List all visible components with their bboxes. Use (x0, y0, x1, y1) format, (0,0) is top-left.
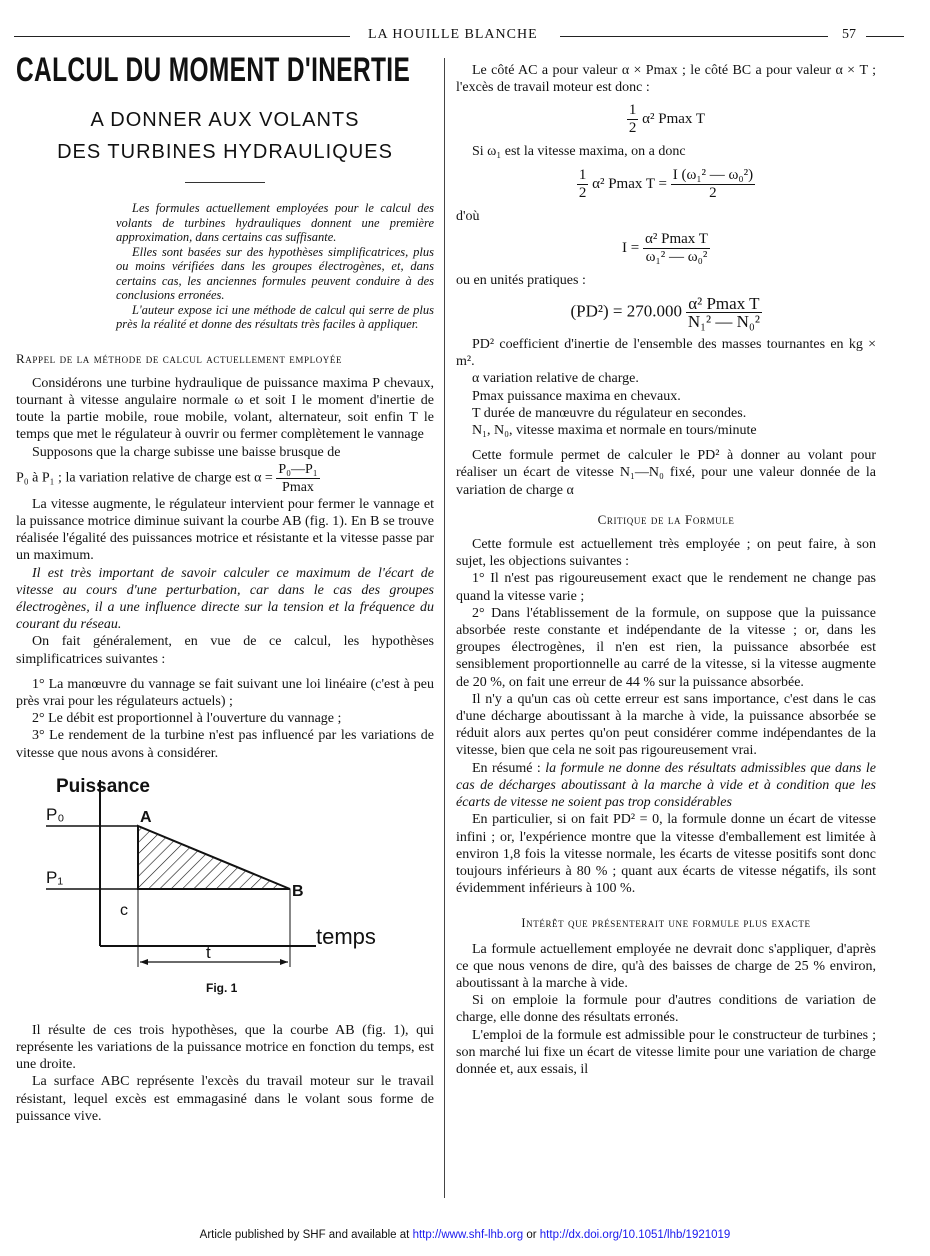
left-column (16, 51, 434, 1125)
f4-lead: (PD²) = 270.000 (570, 301, 682, 321)
point-c-label: c (120, 901, 128, 919)
body-para: Cette formule permet de calculer le PD² à donner au volant pour réaliser un écart de vitesse N₁—N₀ fixé, pour une valeur donnée de la variation de charge α (456, 448, 876, 498)
body-para: Considérons une turbine hydraulique de puissance maxima P chevaux, tournant à vitesse angulaire normale ω et soit I le moment d'inertie de toute la partie mobile, roue mobile, volant, alternateur, soit enfin T le temps que met le régulateur à ouvrir ou fermer complètement le vannage (16, 375, 434, 443)
body-para: Il résulte de ces trois hypothèses, que la courbe AB (fig. 1), qui représente les variations de la puissance motrice en fonction du temps, est une droite. (16, 1022, 434, 1073)
formula-pd2 (456, 295, 876, 330)
f2-lead-den: 2 (578, 184, 587, 201)
resume-para (456, 760, 876, 812)
article-title: CALCUL DU MOMENT D'INERTIE (16, 51, 411, 89)
body-para: Si on emploie la formule pour d'autres conditions de variation de charge, elle donne des résultats erronés. (456, 993, 876, 1026)
f2-num: I (ω₁² — ω₀²) (672, 166, 754, 183)
body-para: On fait généralement, en vue de ce calcul, les hypothèses simplificatrices suivantes : (16, 634, 434, 667)
t-label: t (206, 942, 211, 962)
formula-energy (456, 167, 876, 202)
article-subtitle-2: DES TURBINES HYDRAULIQUES (57, 141, 393, 163)
abstract (116, 201, 434, 332)
body-para: La surface ABC représente l'excès du travail moteur sur le travail résistant, lequel excès est emmagasiné dans le volant sous forme de puissance vive. (16, 1074, 434, 1124)
f3-lead: I = (622, 239, 640, 256)
abstract-para: L'auteur expose ici une méthode de calcul qui serre de plus près la réalité et donne des résultats très faciles à appliquer. (116, 302, 434, 331)
body-para: 1° Il n'est pas rigoureusement exact que le rendement ne change pas quand la vitesse varie ; (456, 571, 876, 604)
section-heading-1: Rappel de la méthode de calcul actuellement employée (16, 350, 343, 366)
alpha-denominator: Pmax (282, 479, 314, 495)
definition-item: N₁, N₀, vitesse maxima et normale en tours/minute (472, 423, 757, 439)
definition-item: PD² coefficient d'inertie de l'ensemble des masses tournantes en kg × m². (456, 337, 876, 370)
body-para: En particulier, si on fait PD² = 0, la formule donne un écart de vitesse infini ; or, l'expérience montre que la vitesse d'emballement est limitée à environ 1,8 fois la vitesse normale, les écarts de vitesse positifs sont donc toujours inférieurs à 80 % ; quant aux écarts de vitesse négatifs, ils sont évidemment inférieurs à 100 %. (456, 812, 876, 897)
header-rule-left (14, 36, 350, 37)
running-header (14, 27, 904, 45)
f4-den: N₁² — N₀² (687, 312, 760, 332)
alpha-numerator: P₀—P₁ (278, 461, 318, 477)
resume-italic: la formule ne donne des résultats admissibles que dans le cas de décharges aboutissant à la marche à vide et à condition que les écarts de vitesse ne soient pas trop considérables (456, 760, 876, 811)
f2-den: 2 (709, 184, 717, 201)
x-axis-label: temps (316, 923, 376, 949)
alpha-fraction (276, 461, 319, 496)
footer-link-doi[interactable]: http://dx.doi.org/10.1051/lhb/1921019 (539, 1229, 731, 1241)
section-heading-3: Intérêt que présenterait une formule plus exacte (521, 916, 811, 931)
header-rule-end (866, 36, 904, 37)
figure-1 (16, 772, 434, 1002)
f3-den: ω₁² — ω₀² (645, 248, 708, 265)
article-subtitle-1: A DONNER AUX VOLANTS (90, 109, 360, 131)
f2-lead-num: 1 (578, 166, 587, 183)
body-para: Si ω₁ est la vitesse maxima, on a donc (472, 144, 686, 160)
unites-label: ou en unités pratiques : (456, 272, 586, 288)
f2-mid: α² Pmax T = (592, 175, 667, 192)
footer (0, 1229, 930, 1241)
body-para: La formule actuellement employée ne devrait donc s'appliquer, d'après ce que nous venons de dire, qu'à des baisses de charge de 25 % environ, aboutissant à la marche à vide. (456, 941, 876, 991)
y-axis-label: Puissance (56, 775, 150, 797)
body-para: Cette formule est actuellement très employée ; on peut faire, à son sujet, les objections suivantes : (456, 537, 876, 570)
definition-item: Pmax puissance maxima en chevaux. (472, 388, 681, 404)
body-para-italic: Il est très important de savoir calculer ce maximum de l'écart de vitesse au cours d'une perturbation, car dans le cas des groupes électrogènes, il a une influence directe sur la tension et la fréquence du courant du réseau. (16, 565, 434, 633)
body-para: 2° Dans l'établissement de la formule, on suppose que la puissance absorbée reste constante et indépendante de la vitesse ; or, dans les groupes électrogènes, il n'en est rien, la puissance absorbée est sensiblement proportionnelle au carré de la vitesse, si la vitesse augmente de 20 %, on fait une erreur de 44 % sur la puissance absorbée. (456, 605, 876, 690)
load-variation-line (16, 461, 434, 496)
title-rule (185, 182, 265, 183)
f1-num: 1 (628, 102, 637, 119)
footer-text: Article published by SHF and available at (199, 1229, 410, 1241)
hypothesis-item: 1° La manœuvre du vannage se fait suivant une loi linéaire (c'est à peu près vrai pour les régulateurs actuels) ; (16, 676, 434, 709)
body-para: L'emploi de la formule est admissible pour le constructeur de turbines ; son marché lui fixe un écart de vitesse limite pour une variation de charge donnée et, aux essais, il (456, 1027, 876, 1077)
footer-link-shf[interactable]: http://www.shf-lhb.org (412, 1229, 524, 1241)
definition-item: T durée de manœuvre du régulateur en secondes. (472, 405, 747, 421)
definition-item: α variation relative de charge. (472, 371, 639, 387)
formula-work (456, 102, 876, 137)
page-number: 57 (842, 27, 856, 42)
right-column (456, 62, 876, 1078)
footer-or: or (526, 1229, 537, 1241)
power-time-diagram (16, 772, 434, 987)
f1-den: 2 (628, 120, 637, 137)
figure-caption: Fig. 1 (206, 980, 238, 995)
load-line-text: P₀ à P₁ ; la variation relative de charge est α = (16, 470, 273, 486)
point-a-label: A (140, 808, 152, 826)
f4-num: α² Pmax T (688, 294, 760, 314)
header-rule-right (560, 36, 828, 37)
f1-rest: α² Pmax T (642, 111, 706, 128)
body-para: Supposons que la charge subisse une baisse brusque de (32, 444, 341, 460)
body-para: Le côté AC a pour valeur α × Pmax ; le côté BC a pour valeur α × T ; l'excès de travail moteur est donc : (456, 63, 876, 96)
column-divider (444, 58, 445, 1198)
abstract-para: Elles sont basées sur des hypothèses simplificatrices, plus ou moins vérifiées dans les groupes électrogènes, et, dans certains cas, les anciennes formules peuvent conduire à des conclusions erronées. (116, 244, 434, 302)
journal-name: LA HOUILLE BLANCHE (368, 27, 538, 42)
area-abc (138, 826, 290, 889)
section-heading-2: Critique de la Formule (597, 511, 735, 527)
body-para: La vitesse augmente, le régulateur intervient pour fermer le vannage et la puissance motrice diminue suivant la courbe AB (fig. 1). En B se trouve réalisée l'égalité des puissances motrice et résistante et la vitesse passe par un maximum. (16, 496, 434, 564)
hypothesis-item: 3° Le rendement de la turbine n'est pas influencé par les variations de vitesse que nous avons à considérer. (16, 728, 434, 761)
hypothesis-item: 2° Le débit est proportionnel à l'ouverture du vannage ; (32, 711, 342, 727)
f3-num: α² Pmax T (645, 230, 708, 247)
dou-label: d'où (456, 208, 480, 224)
p0-label: P₀ (46, 804, 65, 824)
abstract-para: Les formules actuellement employées pour le calcul des volants de turbines hydrauliques donnent une première approximation, dans certains cas suffisante. (116, 201, 434, 244)
body-para: Il n'y a qu'un cas où cette erreur est sans importance, c'est dans le cas d'une décharge aboutissant à la marche à vide, la puissance absorbée se réduit alors aux pertes qu'on peut considérer comme indépendantes de la vitesse, bien que cela ne soit pas rigoureusement vrai. (456, 691, 876, 759)
resume-lead: En résumé : (472, 760, 541, 776)
p1-label: P₁ (46, 867, 64, 887)
formula-inertia (456, 231, 876, 266)
point-b-label: B (292, 882, 304, 900)
